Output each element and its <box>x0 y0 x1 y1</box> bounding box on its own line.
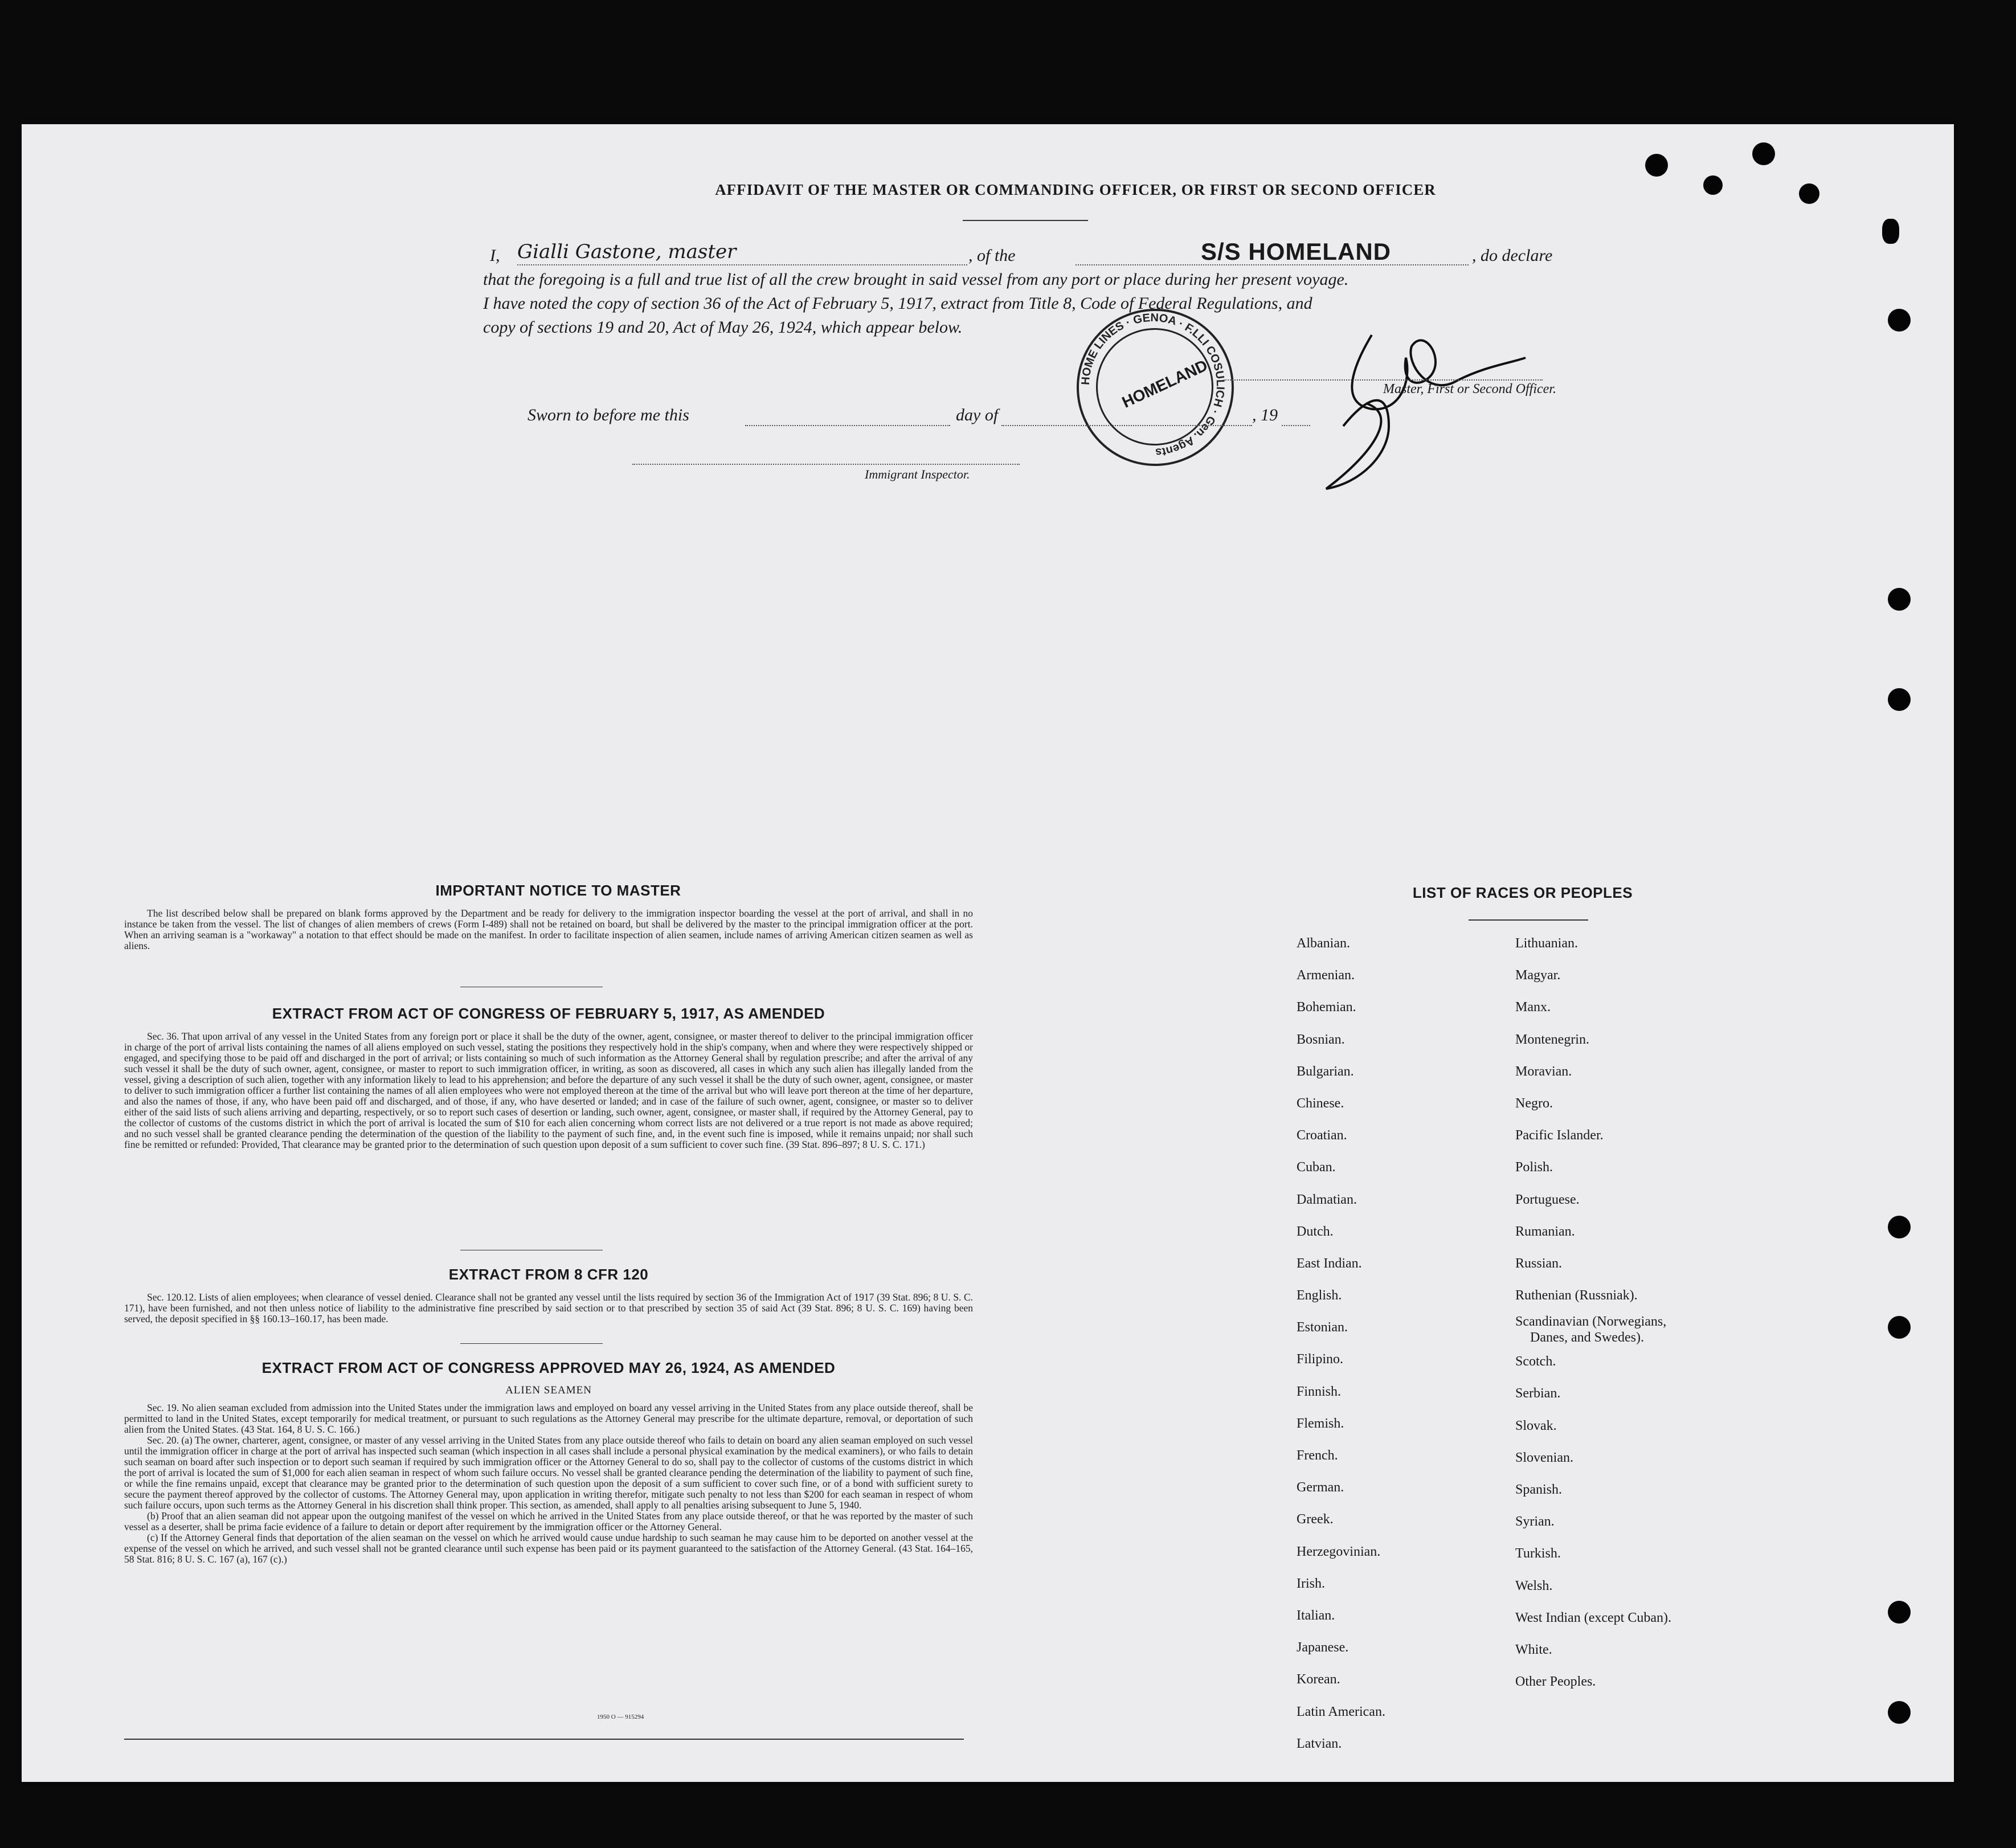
races-title-underline <box>1469 919 1588 921</box>
punch-hole <box>1888 1216 1911 1238</box>
affidavit-line-2: that the foregoing is a full and true list of all the crew brought in said vessel from any port or place during her present voyage. <box>483 270 1349 289</box>
extract-1924-body: Sec. 19. No alien seaman excluded from admission into the United States under the immigration laws and employed on board any vessel arriving in the United States from any place outside thereof, shall be permitted to land in the United States, except temporarily for medical treatment, or pursuant to such regulations as the Attorney General may prescribe for the ultimate departure, removal, or deportation of such alien from the United States. (43 Stat. 164, 8 U. S. C. 166.) Sec. 20. (a) The owner, charterer, agent, consignee, or master of any vessel arriving in the United States from any place outside thereof who fails to detain on board any alien seaman employed on such vessel until the immigration officer in charge at the port of arrival has inspected such seaman (which inspection in all cases shall include a personal physical examination by the medical examiners), or who fails to detain such seaman on board after such inspection or to deport such seaman if required by such immigration officer or the Attorney General to do so, shall pay to the collector of customs of the customs district in which the port of arrival is located the sum of $1,000 for each alien seaman in respect of whom such failure occurs. No vessel shall be granted clearance pending the determination of the liability to payment of such fine, or while the fine remains unpaid, except that clearance may be granted prior to the determination of such question upon the deposit of a sum sufficient to cover such fine, or of a bond with sufficient surety to secure the payment thereof approved by the collector of customs. The Attorney General may, upon application in writing therefor, mitigate such penalty to not less than $200 for each seaman in respect of whom such failure occurs, upon such terms as the Attorney General in his discretion shall think proper. This section, as amended, shall apply to all penalties arising subsequent to June 5, 1940. (b) Proof that an alien seaman did not appear upon the outgoing manifest of the vessel on which he arrived in the United States from any place outside thereof, or that he was reported by the master of such vessel as a deserter, shall be prima facie evidence of a failure to detain or deport after requirement by the immigration officer or the Attorney General. (c) If the Attorney General finds that deportation of the alien seaman on the vessel on which he arrived would cause undue hardship to such seaman he may cause him to be deported on another vessel at the expense of the vessel on which he arrived, and such vessel shall not be granted clearance until such expense has been paid or its payment guaranteed to the satisfaction of the Attorney General. (43 Stat. 164–165, 58 Stat. 816; 8 U. S. C. 167 (a), 167 (c).) <box>124 1402 973 1565</box>
year-prefix: , 19 <box>1252 406 1278 424</box>
punch-hole <box>1703 175 1723 195</box>
extract-cfr-body: Sec. 120.12. Lists of alien employees; when clearance of vessel denied. Clearance shall not be granted any vessel until the lists required by section 36 of the Immigration Act of 1917 (39 Stat. 896; 8 U. S. C. 171), have been furnished, and not then unless notice of liability to the administrative fine prescribed by said section or to that prescribed by section 35 of said Act (39 Stat. 896; 8 U. S. C. 169) having been served, the deposit specified in §§ 160.13–160.17, has been made. <box>124 1291 973 1324</box>
title-underline <box>963 220 1088 221</box>
race-item: German. <box>1297 1480 1344 1495</box>
race-item: Bosnian. <box>1297 1032 1345 1047</box>
race-item: Armenian. <box>1297 968 1355 983</box>
race-item: Polish. <box>1515 1160 1553 1175</box>
affidavit-line-3: I have noted the copy of section 36 of the Act of February 5, 1917, extract from Title 8, Code of Federal Regulations, and <box>483 294 1312 313</box>
race-item: Latin American. <box>1297 1704 1385 1719</box>
races-column-2 <box>1515 927 1671 1698</box>
race-item: Estonian. <box>1297 1320 1348 1335</box>
punch-hole <box>1888 1601 1911 1624</box>
race-item: Filipino. <box>1297 1352 1344 1367</box>
race-item: Italian. <box>1297 1608 1335 1623</box>
race-item: Dalmatian. <box>1297 1192 1357 1207</box>
company-stamp <box>1077 309 1234 466</box>
document-page <box>22 124 1954 1782</box>
of-the-text: , of the <box>968 246 1016 265</box>
race-item: Serbian. <box>1515 1386 1561 1401</box>
race-item: Korean. <box>1297 1672 1340 1687</box>
sworn-prefix: Sworn to before me this <box>527 406 689 424</box>
race-item: Russian. <box>1515 1256 1563 1271</box>
extract-1924-subtitle: ALIEN SEAMEN <box>505 1384 592 1396</box>
affidavit-title: AFFIDAVIT OF THE MASTER OR COMMANDING OFFICER, OR FIRST OR SECOND OFFICER <box>715 181 1436 198</box>
race-item: Cuban. <box>1297 1160 1336 1175</box>
race-item: English. <box>1297 1288 1342 1303</box>
punch-hole <box>1888 1701 1911 1724</box>
race-item: Scotch. <box>1515 1354 1556 1369</box>
race-item: Bohemian. <box>1297 1000 1356 1015</box>
race-item: Montenegrin. <box>1515 1032 1589 1047</box>
race-item: Syrian. <box>1515 1514 1555 1530</box>
stamp-ring-text-icon <box>1077 309 1229 461</box>
stamp-vessel-text: HOMELAND <box>1119 356 1211 411</box>
race-item: Slovak. <box>1515 1418 1557 1433</box>
bottom-rule <box>124 1739 964 1740</box>
race-item: Greek. <box>1297 1512 1334 1527</box>
sworn-month-line <box>1001 425 1252 426</box>
race-item: Chinese. <box>1297 1095 1344 1111</box>
declarant-prefix: I, <box>490 246 500 265</box>
vessel-line <box>1076 264 1469 265</box>
punch-hole <box>1799 183 1819 204</box>
race-item: Finnish. <box>1297 1384 1342 1399</box>
punch-hole <box>1888 1316 1911 1339</box>
punch-hole <box>1888 309 1911 332</box>
print-code: 1950 O — 915294 <box>597 1714 644 1720</box>
race-item: Magyar. <box>1515 968 1561 983</box>
race-item: Rumanian. <box>1515 1224 1575 1239</box>
inspector-line <box>632 464 1020 465</box>
race-item: Moravian. <box>1515 1064 1572 1079</box>
punch-hole <box>1645 154 1668 177</box>
extract-cfr-title: EXTRACT FROM 8 CFR 120 <box>448 1266 649 1283</box>
race-item: East Indian. <box>1297 1256 1362 1271</box>
extract-1917-body: Sec. 36. That upon arrival of any vessel in the United States from any foreign port or place it shall be the duty of the owner, agent, consignee, or master thereof to deliver to the principal immigration officer in charge of the port of arrival lists containing the names of all aliens employed on such vessel, stating the positions they respectively hold in the ship's company, when and where they were respectively shipped or engaged, and specifying those to be paid off and discharged in the port of arrival; or lists containing so much of such information as the Attorney General shall by regulation prescribe; and after the arrival of any such vessel it shall be the duty of such owner, agent, consignee, or master to report to such immigration officer, in writing, as soon as discovered, all cases in which any such alien has illegally landed from the vessel, giving a description of such alien, together with any information likely to lead to his apprehension; and before the departure of any such vessel it shall be the duty of such owner, agent, consignee, or master to deliver to such immigration officer a further list containing the names of all alien employees who were not employed thereon at the time of the arrival but who will leave port thereon at the time of her departure, and also the names of those, if any, who have been paid off and discharged, and of those, if any, who have deserted or landed; and in case of the failure of such owner, agent, consignee, or master so to deliver either of the said lists of such aliens arriving and departing, respectively, or so to report such cases of desertion or landing, such owner, agent, consignee, or master shall, if required by the Attorney General, pay to the collector of customs of the customs district in which the port of arrival is located the sum of $10 for each alien concerning whom correct lists are not delivered or a true report is not made as above required; and no such vessel shall be granted clearance pending the determination of the question of the liability to the payment of such fine, and, in the event such fine is imposed, while it remains unpaid; nor shall such fine be remitted or refunded: Provided, That clearance may be granted prior to the determination of such question upon deposit of a sum sufficient to cover such fine. (39 Stat. 896–897; 8 U. S. C. 171.) <box>124 1031 973 1150</box>
day-of-text: day of <box>956 406 999 424</box>
signature-caption: Master, First or Second Officer. <box>1383 382 1556 396</box>
races-column-1 <box>1297 927 1385 1760</box>
race-item: French. <box>1297 1448 1338 1463</box>
race-item: West Indian (except Cuban). <box>1515 1610 1671 1625</box>
race-item: Japanese. <box>1297 1640 1349 1655</box>
affidavit-line-4: copy of sections 19 and 20, Act of May 26, 1924, which appear below. <box>483 318 963 337</box>
race-item: Lithuanian. <box>1515 936 1578 951</box>
inspector-caption: Immigrant Inspector. <box>865 467 970 481</box>
punch-hole <box>1752 142 1775 165</box>
race-item: Turkish. <box>1515 1546 1561 1561</box>
vessel-name: S/S HOMELAND <box>1201 238 1392 265</box>
race-item: Flemish. <box>1297 1416 1344 1431</box>
race-item: Spanish. <box>1515 1482 1563 1497</box>
declarant-name: Gialli Gastone, master <box>517 240 737 263</box>
race-item: Irish. <box>1297 1576 1325 1591</box>
race-item: Ruthenian (Russniak). <box>1515 1288 1638 1303</box>
signature-icon <box>1292 312 1531 569</box>
do-declare-text: , do declare <box>1472 246 1553 265</box>
extract-1917-title: EXTRACT FROM ACT OF CONGRESS OF FEBRUARY 5, 1917, AS AMENDED <box>272 1005 825 1022</box>
race-item: Other Peoples. <box>1515 1674 1596 1690</box>
race-item: Manx. <box>1515 1000 1551 1015</box>
race-item: Negro. <box>1515 1095 1553 1111</box>
race-item: Slovenian. <box>1515 1450 1573 1465</box>
race-item: Latvian. <box>1297 1736 1342 1751</box>
race-item: Welsh. <box>1515 1578 1553 1593</box>
sworn-year-line <box>1282 425 1310 426</box>
race-item: Croatian. <box>1297 1128 1347 1143</box>
race-item: White. <box>1515 1642 1552 1657</box>
svg-text:HOME LINES · GENOA · F.LLI COS <box>1079 312 1226 459</box>
punch-hole <box>1882 219 1899 244</box>
race-item: Bulgarian. <box>1297 1064 1354 1079</box>
notice-title: IMPORTANT NOTICE TO MASTER <box>435 882 681 899</box>
race-item: Portuguese. <box>1515 1192 1580 1207</box>
notice-body: The list described below shall be prepared on blank forms approved by the Department and be ready for delivery to the immigration inspector boarding the vessel at the port of arrival, and shall in no instance be taken from the vessel. The list of changes of alien members of crews (Form I-489) shall not be retained on board, but shall be delivered by the master to the principal immigration officer at the port. When an arriving seaman is a "workaway" a notation to that effect should be made on the manifest. In order to facilitate inspection of alien seamen, include names of arriving American citizen seamen as well as aliens. <box>124 907 973 951</box>
extract-1924-title: EXTRACT FROM ACT OF CONGRESS APPROVED MAY 26, 1924, AS AMENDED <box>261 1359 836 1376</box>
divider <box>460 1343 603 1344</box>
races-title: LIST OF RACES OR PEOPLES <box>1412 884 1633 901</box>
race-item: Herzegovinian. <box>1297 1544 1381 1559</box>
race-item: Dutch. <box>1297 1224 1334 1239</box>
name-line <box>517 264 967 265</box>
sworn-day-line <box>745 425 950 426</box>
stamp-ring-text: HOME LINES · GENOA · F.LLI COSULICH · Gen. Agents <box>1079 311 1227 459</box>
punch-hole <box>1888 588 1911 611</box>
punch-hole <box>1888 688 1911 711</box>
race-item: Albanian. <box>1297 936 1350 951</box>
signature-line <box>1224 379 1543 381</box>
race-item: Scandinavian (Norwegians, Danes, and Swedes). <box>1515 1314 1667 1346</box>
race-item: Pacific Islander. <box>1515 1128 1604 1143</box>
